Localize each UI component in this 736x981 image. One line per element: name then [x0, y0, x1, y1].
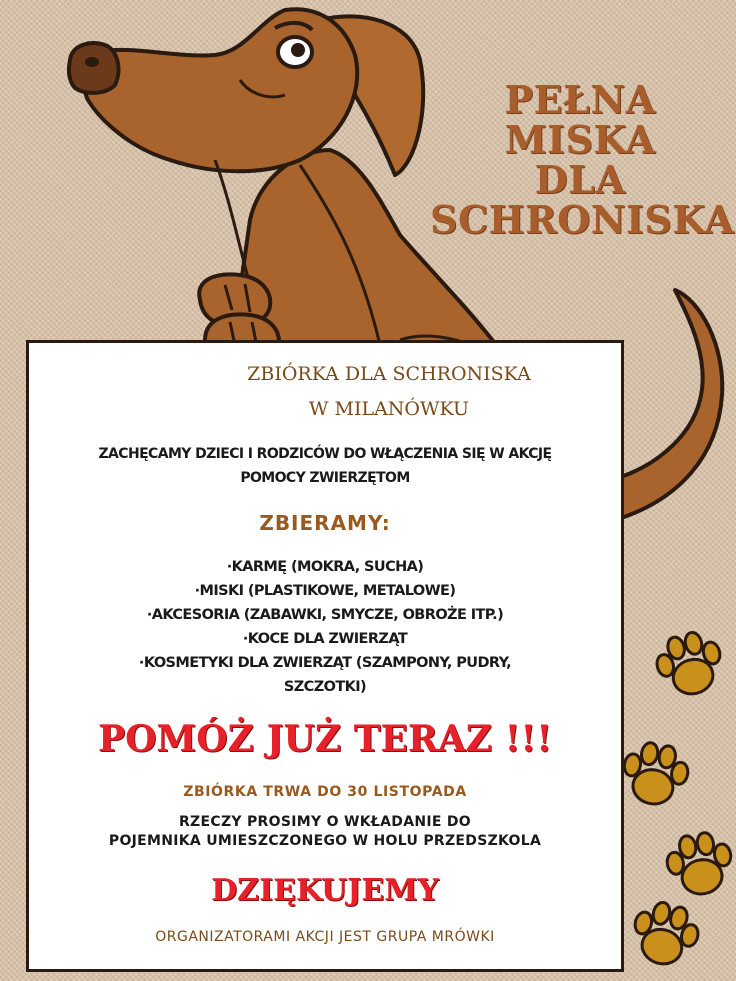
list-item: ·KARMĘ (MOKRA, SUCHA)	[226, 559, 424, 575]
title-line: DLA	[534, 157, 626, 202]
subtitle-line: ZBIÓRKA DLA SCHRONISKA	[247, 363, 531, 385]
thanks-text: DZIĘKUJEMY	[211, 873, 439, 908]
organizers-text: ORGANIZATORAMI AKCJI JEST GRUPA MRÓWKI	[155, 929, 495, 945]
list-item: ·MISKI (PLASTIKOWE, METALOWE)	[194, 583, 456, 599]
paw-print-icon	[618, 739, 691, 809]
title-line: PEŁNA	[504, 77, 656, 122]
call-to-action: POMÓŻ JUŻ TERAZ !!!	[98, 718, 552, 760]
paw-print-icon	[627, 897, 704, 972]
appeal-line: ZACHĘCAMY DZIECI I RODZICÓW DO WŁĄCZENIA SIĘ W AKCJĘ	[98, 446, 552, 462]
title-line: MISKA	[504, 117, 656, 162]
collecting-heading: ZBIERAMY:	[259, 511, 391, 535]
appeal-line: POMOCY ZWIERZĘTOM	[240, 470, 410, 486]
poster-title	[430, 77, 735, 242]
paw-print-icon	[663, 829, 736, 899]
title-line: SCHRONISKA	[430, 197, 735, 242]
paw-print-icon	[651, 627, 728, 702]
list-item: SZCZOTKI)	[283, 679, 367, 695]
list-item: ·KOSMETYKI DLA ZWIERZĄT (SZAMPONY, PUDRY,	[138, 655, 512, 671]
instructions-line: POJEMNIKA UMIESZCZONEGO W HOLU PRZEDSZKOLA	[108, 833, 542, 849]
subtitle-line: W MILANÓWKU	[308, 398, 470, 420]
deadline-text: ZBIÓRKA TRWA DO 30 LISTOPADA	[183, 784, 467, 800]
list-item: ·KOCE DLA ZWIERZĄT	[242, 631, 408, 647]
list-item: ·AKCESORIA (ZABAWKI, SMYCZE, OBROŻE ITP.)	[146, 607, 504, 623]
info-sign	[26, 340, 624, 972]
instructions-line: RZECZY PROSIMY O WKŁADANIE DO	[178, 814, 472, 830]
